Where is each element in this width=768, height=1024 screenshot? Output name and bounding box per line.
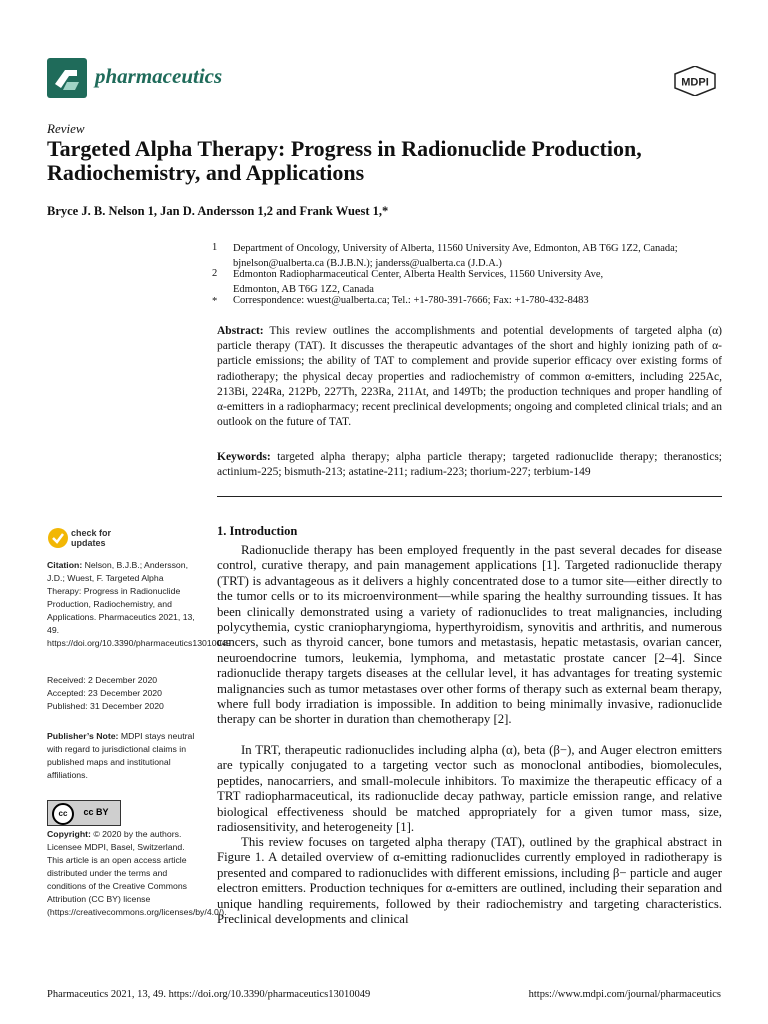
affiliation-1 xyxy=(233,242,723,271)
cc-icon: cc xyxy=(52,803,74,825)
intro-paragraph-3: This review focuses on targeted alpha therapy (TAT), outlined by the graphical abstract in Figure 1. A detailed overview of α-emitting radionuclides currently employed in radiotherapy is presented and compared to radionuclides with different emissions, including β− particle and auger electron emitters. Production techniques for α-emitters are outlined, including their separation and unique handling requirements, followed by their radiochemistry and targeting characteristics. Preclinical developments and clinical xyxy=(217,835,722,927)
publisher-note xyxy=(47,730,197,782)
affiliation-2-line-1: Edmonton Radiopharmaceutical Center, Alberta Health Services, 11560 University Ave, xyxy=(233,269,604,280)
affiliation-mark-2: 2 xyxy=(212,268,218,279)
publisher-note-text: MDPI stays neutral with regard to jurisdictional claims in published maps and institutional affiliations. xyxy=(47,731,195,780)
footer-citation[interactable]: Pharmaceutics 2021, 13, 49. https://doi.org/10.3390/pharmaceutics13010049 xyxy=(47,989,371,1000)
mdpi-logo-icon[interactable] xyxy=(669,66,721,96)
accepted-date: Accepted: 23 December 2020 xyxy=(47,688,162,698)
copyright xyxy=(47,828,227,919)
abstract-label: Abstract: xyxy=(217,325,264,337)
cc-badge-label: cc BY xyxy=(83,807,109,817)
affiliation-1-line-1: Department of Oncology, University of Alberta, 11560 University Ave, Edmonton, AB T6G 1Z2, Canada; xyxy=(233,243,678,254)
copyright-label: Copyright: xyxy=(47,829,91,839)
citation xyxy=(47,559,232,650)
copyright-text[interactable]: © 2020 by the authors. Licensee MDPI, Basel, Switzerland. This article is an open access article distributed under the terms and conditions of the Creative Commons Attribution (CC BY) license (https://creativecommons.org/licenses/by/4.0/). xyxy=(47,829,227,917)
check-updates-icon xyxy=(47,527,69,549)
article-type: Review xyxy=(47,121,85,136)
cc-license-badge[interactable] xyxy=(47,800,121,826)
citation-label: Citation: xyxy=(47,560,83,570)
intro-paragraph-2: In TRT, therapeutic radionuclides including alpha (α), beta (β−), and Auger electron emitters are typically conjugated to a targeting vector such as monoclonal antibodies, biomolecules, peptides, nanocarriers, and small-molecule inhibitors. To maximize the therapeutic efficacy of a TRT radiopharmaceutical, its radionuclide decay pathway, particle emission range, and relative biological effectiveness should be matched appropriately for a given tumor mass, size, radiosensitivity, and heterogeneity [1]. xyxy=(217,743,722,835)
dates xyxy=(47,674,197,713)
received-date: Received: 2 December 2020 xyxy=(47,675,158,685)
mdpi-label: MDPI xyxy=(681,76,709,89)
intro-paragraph-1: Radionuclide therapy has been employed frequently in the past several decades for disease control, curative therapy, and pain management applications [1]. Targeted radionuclide therapy (TRT) is advantageous as it delivers a highly concentrated dose to a tumor site—either directly to the tumor cells or to its microenvironment—while sparing the healthy surrounding tissues. It has been clinically demonstrated using a variety of radionuclides to treat malignancies, including polycythemia, cystic craniopharyngioma, hyperthyroidism, synovitis and arthritis, and numerous cancers, such as thyroid cancer, bone tumors and metastasis, hepatic metastasis, ovarian cancer, neuroendocrine tumors, leukemia, lymphoma, and metastatic prostate cancer [2–4]. Since radionuclide therapy targets diseases at the cellular level, it has advantages for treating systemic malignancies such as tumor metastases over other forms of therapy such as external beam therapy, where full body irradiation is impossible. In addition to being minimally invasive, radionuclide therapy can be shorter in duration than chemotherapy [2]. xyxy=(217,543,722,727)
published-date: Published: 31 December 2020 xyxy=(47,701,164,711)
journal-name[interactable]: pharmaceutics xyxy=(95,64,223,88)
keywords-label: Keywords: xyxy=(217,451,271,463)
abstract xyxy=(217,324,722,430)
check-updates-badge[interactable] xyxy=(47,527,147,551)
correspondence-line[interactable]: Correspondence: wuest@ualberta.ca; Tel.: +1-780-391-7666; Fax: +1-780-432-8483 xyxy=(233,295,589,306)
section-heading-introduction: 1. Introduction xyxy=(217,524,298,538)
correspondence-mark: * xyxy=(212,296,218,307)
check-updates-label: check for updates xyxy=(71,528,112,548)
citation-text[interactable]: Nelson, B.J.B.; Andersson, J.D.; Wuest, F. Targeted Alpha Therapy: Progress in Radionuclide Production, Radiochemistry, and Applications. Pharmaceutics 2021, 13, 49. https://doi.org/10.3390/pharmaceutics13010049 xyxy=(47,560,232,648)
publisher-note-label: Publisher’s Note: xyxy=(47,731,119,741)
affiliation-2 xyxy=(233,268,723,297)
journal-logo-icon xyxy=(47,58,87,98)
divider xyxy=(217,496,722,497)
abstract-text: This review outlines the accomplishments and potential developments of targeted alpha (α) particle therapy (TAT). It discusses the therapeutic advantages of the short and highly ionizing path of α-particle emissions; the ability of TAT to complement and provide superior efficacy over existing forms of radiotherapy; the physical decay properties and radiochemistry of common α-emitters, including 225Ac, 213Bi, 224Ra, 212Pb, 227Th, 223Ra, 211At, and 149Tb; the production techniques and proper handling of α-emitters in a radiopharmacy; recent preclinical developments; ongoing and completed clinical trials; and an outlook on the future of TAT. xyxy=(217,325,723,429)
affiliation-mark-1: 1 xyxy=(212,242,218,253)
keywords xyxy=(217,450,722,480)
article-title: Targeted Alpha Therapy: Progress in Radionuclide Production, Radiochemistry, and Applications xyxy=(47,136,642,185)
affiliation-1-line-2[interactable]: bjnelson@ualberta.ca (B.J.B.N.); janderss@ualberta.ca (J.D.A.) xyxy=(233,257,502,269)
footer-journal-url[interactable]: https://www.mdpi.com/journal/pharmaceutics xyxy=(528,989,721,1000)
keywords-text: targeted alpha therapy; alpha particle therapy; targeted radionuclide therapy; theranostics; actinium-225; bismuth-213; astatine-211; radium-223; thorium-227; terbium-149 xyxy=(217,451,723,479)
affiliation-2-line-2: Edmonton, AB T6G 1Z2, Canada xyxy=(233,283,374,295)
author-list: Bryce J. B. Nelson 1, Jan D. Andersson 1,2 and Frank Wuest 1,* xyxy=(47,204,389,218)
